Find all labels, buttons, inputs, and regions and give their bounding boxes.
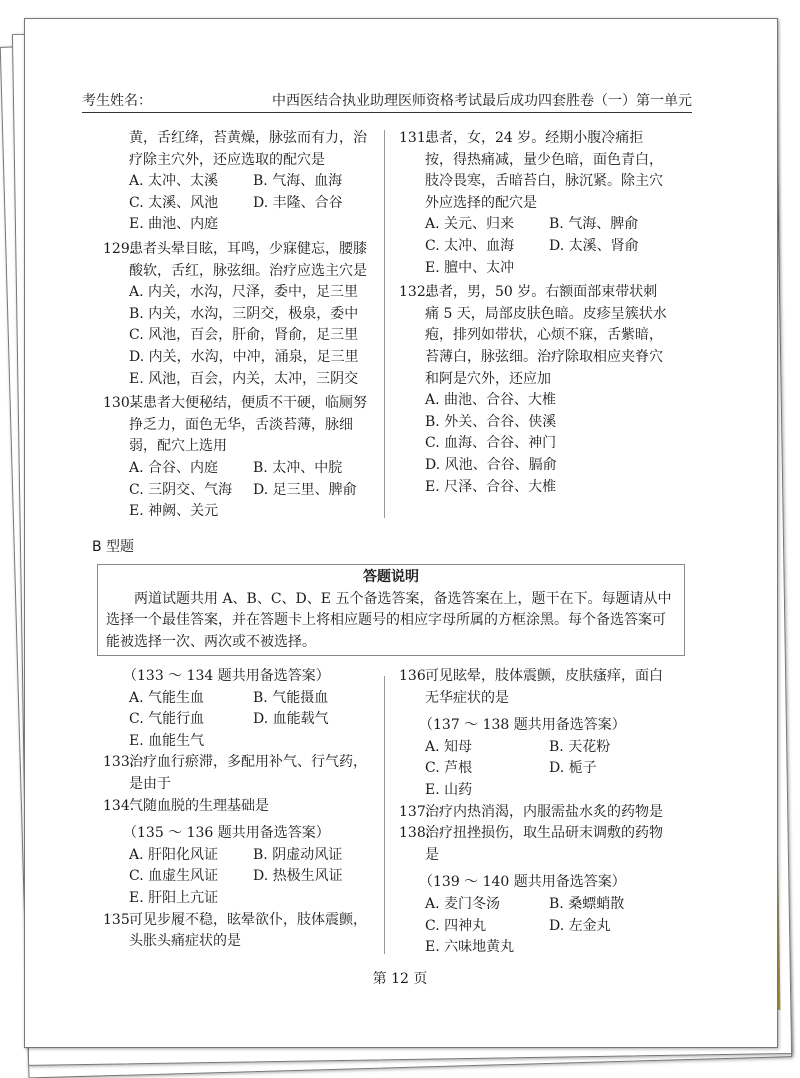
option: D. 栀子	[549, 760, 597, 777]
instructions-title: 答题说明	[363, 569, 419, 585]
question-stem: 可见步履不稳，眩晕欲仆，肢体震颤，头胀头痛症状的是	[129, 911, 367, 950]
option: A. 内关，水沟，尺泽，委中，足三里	[129, 284, 359, 301]
option: D. 左金丸	[549, 917, 611, 934]
option-group-label: （135 ～ 136 题共用备选答案）	[123, 825, 330, 842]
question-number: 137.	[399, 803, 431, 820]
option: C. 四神丸	[425, 917, 487, 934]
exam-title: 中西医结合执业助理医师资格考试最后成功四套胜卷（一）第一单元	[272, 93, 692, 109]
question-134	[103, 796, 375, 818]
option: C. 芦根	[425, 760, 473, 777]
option: A. 知母	[425, 738, 473, 755]
left-column-bottom	[103, 662, 375, 953]
instructions-text: 两道试题共用 A、B、C、D、E 五个备选答案，备选答案在上，题干在下。每题请从中选择一个最佳答案，并在答题卡上将相应题号的相应字母所属的方框涂黑。每个备选答案可能被选择一次、两次或不被选择。	[106, 590, 672, 650]
option: D. 热极生风证	[253, 868, 343, 885]
option: B. 外关、合谷、侠溪	[425, 413, 557, 430]
option: B. 天花粉	[549, 738, 611, 755]
question-number: 135.	[103, 911, 135, 928]
option: C. 气能行血	[129, 711, 205, 728]
question-text: 疗除主穴外，还应选取的配穴是	[129, 151, 325, 168]
options	[103, 688, 375, 753]
option: C. 风池，百会，肝俞，肾俞，足三里	[129, 327, 359, 344]
question-stem: 患者，男，50 岁。右额面部束带状刺痛 5 天，局部皮肤色暗。皮疹呈簇状水疱，排列如带状，心烦不寐，舌紫暗，苔薄白，脉弦细。治疗除取相应夹脊穴和阿是穴外，还应加	[425, 284, 667, 387]
option: A. 肝阳化风证	[129, 846, 219, 863]
option: E. 风池，百会，内关，太冲，三阴交	[129, 370, 359, 387]
option: A. 气能生血	[129, 689, 205, 706]
question-stem: 治疗内热消渴，内服需盐水炙的药物是	[425, 803, 663, 820]
question-number: 130.	[103, 395, 135, 412]
option: E. 六味地黄丸	[425, 939, 515, 956]
option: C. 三阴交、气海	[129, 481, 233, 498]
question-number: 131.	[399, 130, 431, 146]
options	[399, 214, 671, 279]
question-stem: 治疗扭挫损伤，取生品研末调敷的药物是	[425, 825, 663, 863]
option: C. 太冲、血海	[425, 237, 515, 254]
question-stem: 某患者大便秘结，便质不干硬，临厕努挣乏力，面色无华，舌淡苔薄，脉细弱，配穴上选用	[129, 395, 367, 455]
right-column-bottom	[399, 666, 671, 959]
question-stem: 气随血脱的生理基础是	[129, 797, 269, 814]
question-number: 138.	[399, 825, 431, 842]
option: E. 神阙、关元	[129, 503, 219, 520]
question-number: 129.	[103, 240, 135, 257]
option: D. 足三里、脾俞	[253, 481, 357, 498]
left-column-top	[103, 128, 375, 523]
option: C. 血海、合谷、神门	[425, 435, 557, 452]
question-135	[103, 910, 375, 953]
options	[103, 458, 375, 523]
options	[399, 737, 671, 802]
column-divider	[384, 676, 385, 954]
candidate-name-label: 考生姓名：	[82, 93, 152, 109]
option-group-label: （139 ～ 140 题共用备选答案）	[419, 874, 626, 891]
option: B. 气海、血海	[253, 173, 343, 190]
question-stem: 患者，女，24 岁。经期小腹冷痛拒按，得热痛减，量少色暗，面色青白，肢冷畏寒，舌暗苔白，脉沉紧。除主穴外应选择的配穴是	[425, 130, 663, 211]
option: D. 内关，水沟，中冲，涌泉，足三里	[129, 348, 359, 365]
option: E. 肝阳上亢证	[129, 889, 219, 906]
question-stem: 可见眩晕，肢体震颤，皮肤瘙痒，面白无华症状的是	[425, 668, 663, 706]
question-137	[399, 802, 671, 824]
option: C. 血虚生风证	[129, 868, 219, 885]
option: B. 气海、脾俞	[549, 216, 639, 233]
option: B. 阴虚动风证	[253, 846, 343, 863]
option: D. 风池、合谷、膈俞	[425, 456, 557, 473]
option: B. 桑螵蛸散	[549, 895, 625, 912]
question-132	[399, 282, 671, 390]
question-number: 136.	[399, 668, 431, 684]
options	[103, 845, 375, 910]
option: E. 膻中、太冲	[425, 259, 515, 276]
option: A. 曲池、合谷、大椎	[425, 392, 557, 409]
option-group-label: （133 ～ 134 题共用备选答案）	[123, 668, 330, 684]
option: E. 山药	[425, 781, 473, 798]
option: B. 内关，水沟，三阴交，极泉，委中	[129, 305, 359, 322]
question-number: 133.	[103, 754, 135, 771]
page-header	[82, 90, 692, 113]
option: B. 太冲、中脘	[253, 459, 343, 476]
option: D. 血能载气	[253, 711, 329, 728]
question-138	[399, 823, 671, 866]
options	[103, 171, 375, 236]
option: A. 关元、归来	[425, 216, 515, 233]
option: E. 血能生气	[129, 732, 205, 749]
question-text: 黄，舌红绛，苔黄燥，脉弦而有力，治	[129, 130, 367, 146]
page-number: 第 12 页	[372, 971, 428, 987]
options	[399, 894, 671, 959]
question-number: 132.	[399, 284, 431, 301]
question-131	[399, 128, 671, 214]
question-136	[399, 666, 671, 709]
question-130	[103, 393, 375, 458]
option: D. 丰隆、合谷	[253, 194, 343, 211]
option: E. 尺泽、合谷、大椎	[425, 478, 557, 495]
question-stem: 患者头晕目眩，耳鸣，少寐健忘，腰膝酸软，舌红，脉弦细。治疗应选主穴是	[129, 240, 367, 279]
question-129	[103, 239, 375, 282]
option: A. 麦门冬汤	[425, 895, 501, 912]
section-title: B 型题	[92, 539, 135, 555]
question-133	[103, 752, 375, 795]
question-number: 134.	[103, 797, 135, 814]
option: C. 太溪、风池	[129, 194, 219, 211]
option: A. 合谷、内庭	[129, 459, 219, 476]
instructions-box	[97, 564, 685, 656]
option-group-label: （137 ～ 138 题共用备选答案）	[419, 717, 626, 734]
right-column-top	[399, 125, 671, 498]
column-divider	[384, 130, 385, 518]
question-stem: 治疗血行瘀滞，多配用补气、行气药，是由于	[129, 754, 367, 792]
option: A. 太冲、太溪	[129, 173, 219, 190]
option: E. 曲池、内庭	[129, 216, 219, 233]
option: B. 气能摄血	[253, 689, 329, 706]
option: D. 太溪、肾俞	[549, 237, 639, 254]
